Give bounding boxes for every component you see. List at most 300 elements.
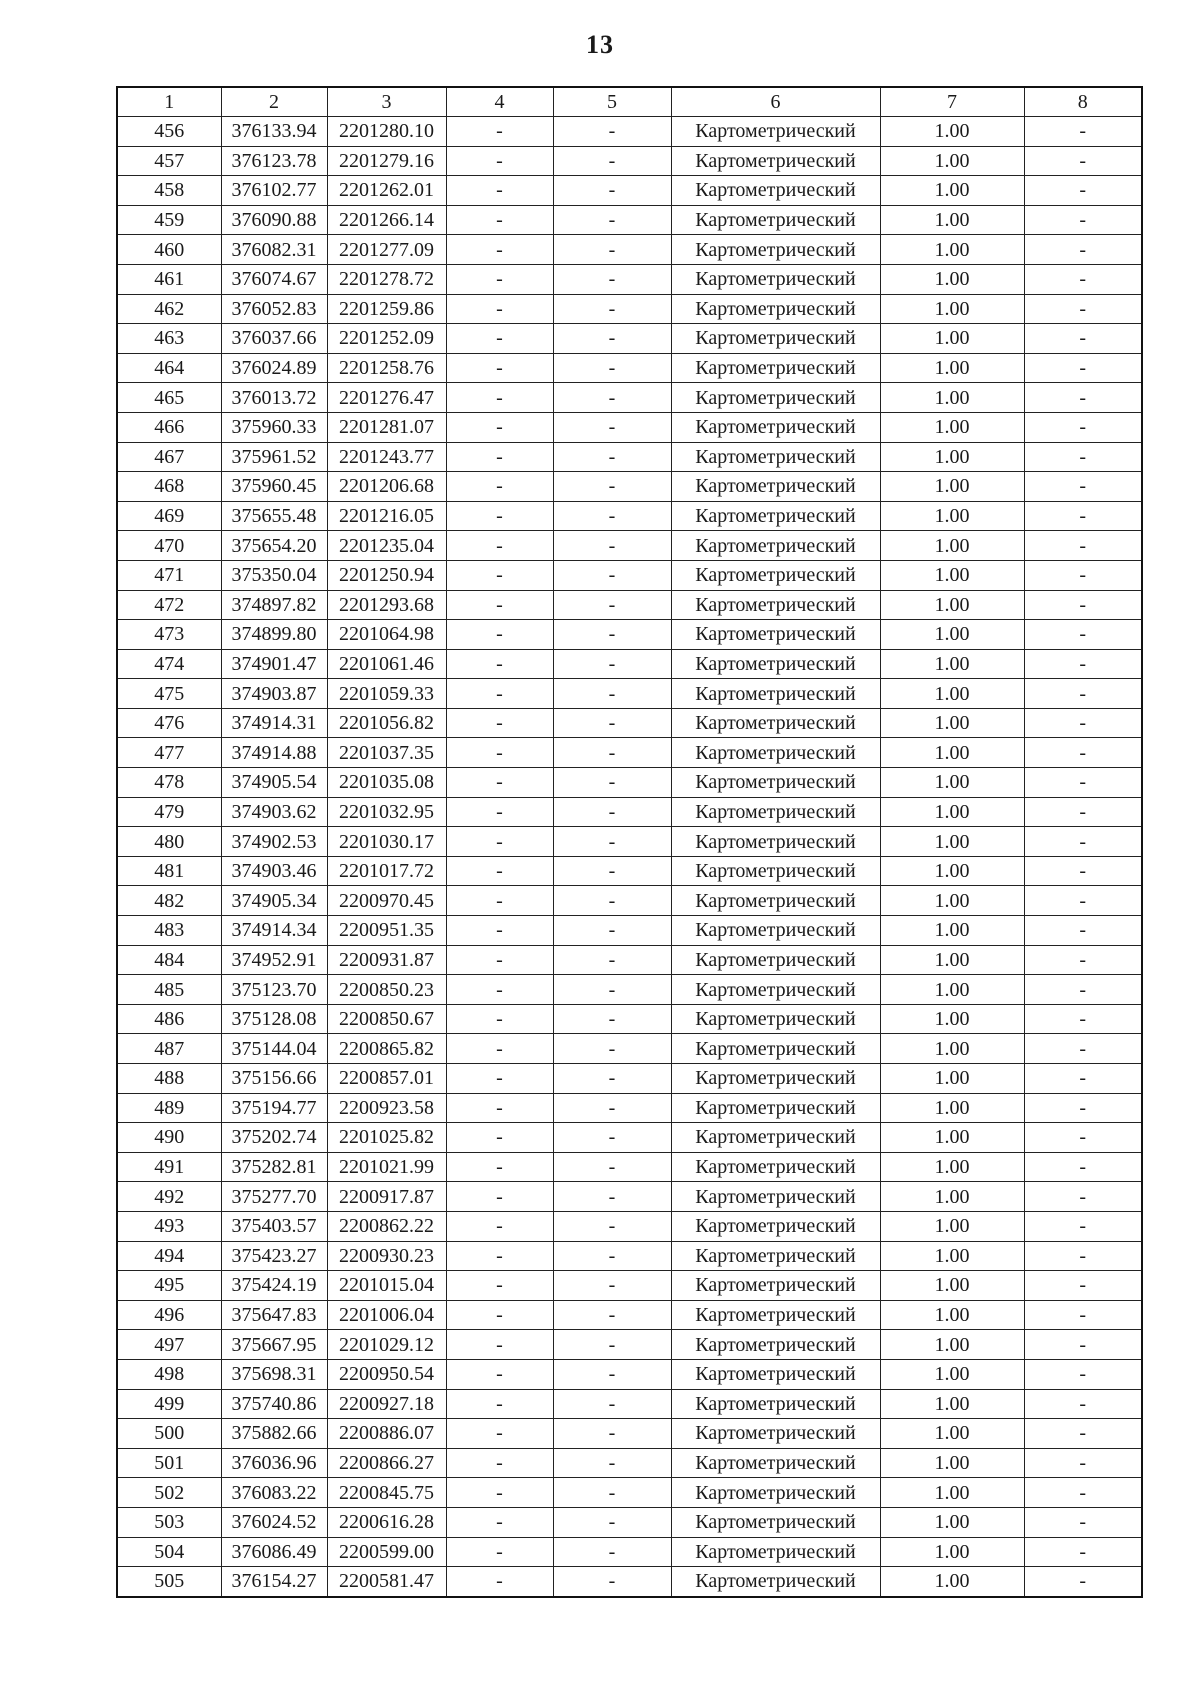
column-5-cell: - <box>553 176 671 206</box>
method-cell: Картометрический <box>671 1359 880 1389</box>
method-cell: Картометрический <box>671 1507 880 1537</box>
table-row <box>117 1300 1142 1330</box>
column-8-cell: - <box>1024 1567 1142 1597</box>
column-8-cell: - <box>1024 117 1142 147</box>
point-number-cell: 505 <box>117 1567 221 1597</box>
point-number-cell: 500 <box>117 1419 221 1449</box>
column-8-cell: - <box>1024 383 1142 413</box>
column-8-cell: - <box>1024 294 1142 324</box>
column-8-cell: - <box>1024 1478 1142 1508</box>
accuracy-cell: 1.00 <box>880 797 1024 827</box>
table-row <box>117 501 1142 531</box>
method-cell: Картометрический <box>671 117 880 147</box>
column-4-cell: - <box>446 205 553 235</box>
column-5-cell: - <box>553 590 671 620</box>
x-coordinate-cell: 376024.89 <box>221 353 327 383</box>
table-row <box>117 1478 1142 1508</box>
x-coordinate-cell: 376024.52 <box>221 1507 327 1537</box>
table-row <box>117 560 1142 590</box>
column-8-cell: - <box>1024 1330 1142 1360</box>
x-coordinate-cell: 374903.46 <box>221 856 327 886</box>
table-row <box>117 1537 1142 1567</box>
x-coordinate-cell: 376082.31 <box>221 235 327 265</box>
method-cell: Картометрический <box>671 945 880 975</box>
y-coordinate-cell: 2200616.28 <box>327 1507 446 1537</box>
accuracy-cell: 1.00 <box>880 1537 1024 1567</box>
accuracy-cell: 1.00 <box>880 235 1024 265</box>
point-number-cell: 480 <box>117 827 221 857</box>
column-5-cell: - <box>553 708 671 738</box>
column-5-cell: - <box>553 442 671 472</box>
column-5-cell: - <box>553 649 671 679</box>
table-row <box>117 1271 1142 1301</box>
method-cell: Картометрический <box>671 531 880 561</box>
accuracy-cell: 1.00 <box>880 679 1024 709</box>
table-row <box>117 264 1142 294</box>
table-row <box>117 738 1142 768</box>
x-coordinate-cell: 375698.31 <box>221 1359 327 1389</box>
column-4-cell: - <box>446 1389 553 1419</box>
point-number-cell: 504 <box>117 1537 221 1567</box>
x-coordinate-cell: 374902.53 <box>221 827 327 857</box>
x-coordinate-cell: 375960.45 <box>221 472 327 502</box>
accuracy-cell: 1.00 <box>880 264 1024 294</box>
point-number-cell: 473 <box>117 620 221 650</box>
x-coordinate-cell: 374914.31 <box>221 708 327 738</box>
method-cell: Картометрический <box>671 146 880 176</box>
point-number-cell: 493 <box>117 1211 221 1241</box>
column-5-cell: - <box>553 945 671 975</box>
y-coordinate-cell: 2201064.98 <box>327 620 446 650</box>
accuracy-cell: 1.00 <box>880 1093 1024 1123</box>
column-5-cell: - <box>553 501 671 531</box>
column-5-cell: - <box>553 1419 671 1449</box>
method-cell: Картометрический <box>671 1300 880 1330</box>
method-cell: Картометрический <box>671 1004 880 1034</box>
column-8-cell: - <box>1024 738 1142 768</box>
column-5-cell: - <box>553 1241 671 1271</box>
point-number-cell: 486 <box>117 1004 221 1034</box>
method-cell: Картометрический <box>671 1123 880 1153</box>
accuracy-cell: 1.00 <box>880 205 1024 235</box>
column-8-cell: - <box>1024 1300 1142 1330</box>
column-8-cell: - <box>1024 412 1142 442</box>
column-4-cell: - <box>446 797 553 827</box>
method-cell: Картометрический <box>671 620 880 650</box>
x-coordinate-cell: 374903.62 <box>221 797 327 827</box>
column-4-cell: - <box>446 531 553 561</box>
coordinates-table <box>116 86 1143 1598</box>
accuracy-cell: 1.00 <box>880 649 1024 679</box>
table-row <box>117 176 1142 206</box>
method-cell: Картометрический <box>671 501 880 531</box>
column-4-cell: - <box>446 1064 553 1094</box>
x-coordinate-cell: 375403.57 <box>221 1211 327 1241</box>
point-number-cell: 468 <box>117 472 221 502</box>
point-number-cell: 494 <box>117 1241 221 1271</box>
table-row <box>117 1448 1142 1478</box>
x-coordinate-cell: 375128.08 <box>221 1004 327 1034</box>
column-4-cell: - <box>446 560 553 590</box>
accuracy-cell: 1.00 <box>880 176 1024 206</box>
y-coordinate-cell: 2201277.09 <box>327 235 446 265</box>
y-coordinate-cell: 2200850.23 <box>327 975 446 1005</box>
point-number-cell: 492 <box>117 1182 221 1212</box>
table-row <box>117 1064 1142 1094</box>
table-row <box>117 383 1142 413</box>
y-coordinate-cell: 2201006.04 <box>327 1300 446 1330</box>
column-4-cell: - <box>446 294 553 324</box>
method-cell: Картометрический <box>671 264 880 294</box>
y-coordinate-cell: 2200862.22 <box>327 1211 446 1241</box>
point-number-cell: 498 <box>117 1359 221 1389</box>
method-cell: Картометрический <box>671 827 880 857</box>
x-coordinate-cell: 374905.34 <box>221 886 327 916</box>
accuracy-cell: 1.00 <box>880 1064 1024 1094</box>
method-cell: Картометрический <box>671 176 880 206</box>
column-4-cell: - <box>446 264 553 294</box>
column-8-cell: - <box>1024 1004 1142 1034</box>
x-coordinate-cell: 375961.52 <box>221 442 327 472</box>
table-row <box>117 797 1142 827</box>
column-4-cell: - <box>446 353 553 383</box>
y-coordinate-cell: 2200951.35 <box>327 916 446 946</box>
accuracy-cell: 1.00 <box>880 620 1024 650</box>
method-cell: Картометрический <box>671 412 880 442</box>
y-coordinate-cell: 2200599.00 <box>327 1537 446 1567</box>
column-8-cell: - <box>1024 176 1142 206</box>
y-coordinate-cell: 2200866.27 <box>327 1448 446 1478</box>
column-8-cell: - <box>1024 442 1142 472</box>
method-cell: Картометрический <box>671 1064 880 1094</box>
accuracy-cell: 1.00 <box>880 975 1024 1005</box>
y-coordinate-cell: 2201059.33 <box>327 679 446 709</box>
column-4-cell: - <box>446 738 553 768</box>
column-header-3: 3 <box>327 87 446 117</box>
x-coordinate-cell: 375202.74 <box>221 1123 327 1153</box>
column-4-cell: - <box>446 679 553 709</box>
table-row <box>117 1004 1142 1034</box>
point-number-cell: 471 <box>117 560 221 590</box>
method-cell: Картометрический <box>671 886 880 916</box>
column-5-cell: - <box>553 1152 671 1182</box>
column-5-cell: - <box>553 1330 671 1360</box>
x-coordinate-cell: 374901.47 <box>221 649 327 679</box>
column-header-4: 4 <box>446 87 553 117</box>
x-coordinate-cell: 376086.49 <box>221 1537 327 1567</box>
accuracy-cell: 1.00 <box>880 1478 1024 1508</box>
accuracy-cell: 1.00 <box>880 945 1024 975</box>
accuracy-cell: 1.00 <box>880 1359 1024 1389</box>
accuracy-cell: 1.00 <box>880 1271 1024 1301</box>
y-coordinate-cell: 2200857.01 <box>327 1064 446 1094</box>
column-8-cell: - <box>1024 1123 1142 1153</box>
x-coordinate-cell: 375156.66 <box>221 1064 327 1094</box>
table-row <box>117 1389 1142 1419</box>
column-4-cell: - <box>446 412 553 442</box>
column-5-cell: - <box>553 797 671 827</box>
column-4-cell: - <box>446 856 553 886</box>
table-row <box>117 531 1142 561</box>
table-row <box>117 945 1142 975</box>
method-cell: Картометрический <box>671 1211 880 1241</box>
column-4-cell: - <box>446 1152 553 1182</box>
y-coordinate-cell: 2201035.08 <box>327 768 446 798</box>
y-coordinate-cell: 2201216.05 <box>327 501 446 531</box>
method-cell: Картометрический <box>671 442 880 472</box>
accuracy-cell: 1.00 <box>880 353 1024 383</box>
x-coordinate-cell: 374903.87 <box>221 679 327 709</box>
column-4-cell: - <box>446 442 553 472</box>
column-4-cell: - <box>446 1300 553 1330</box>
x-coordinate-cell: 375882.66 <box>221 1419 327 1449</box>
y-coordinate-cell: 2201021.99 <box>327 1152 446 1182</box>
x-coordinate-cell: 375194.77 <box>221 1093 327 1123</box>
accuracy-cell: 1.00 <box>880 1241 1024 1271</box>
x-coordinate-cell: 375960.33 <box>221 412 327 442</box>
column-8-cell: - <box>1024 975 1142 1005</box>
table-row <box>117 1419 1142 1449</box>
column-4-cell: - <box>446 649 553 679</box>
column-5-cell: - <box>553 560 671 590</box>
point-number-cell: 456 <box>117 117 221 147</box>
point-number-cell: 485 <box>117 975 221 1005</box>
column-5-cell: - <box>553 1567 671 1597</box>
x-coordinate-cell: 376036.96 <box>221 1448 327 1478</box>
point-number-cell: 497 <box>117 1330 221 1360</box>
point-number-cell: 467 <box>117 442 221 472</box>
point-number-cell: 503 <box>117 1507 221 1537</box>
point-number-cell: 484 <box>117 945 221 975</box>
column-8-cell: - <box>1024 590 1142 620</box>
accuracy-cell: 1.00 <box>880 708 1024 738</box>
point-number-cell: 465 <box>117 383 221 413</box>
column-5-cell: - <box>553 1478 671 1508</box>
column-4-cell: - <box>446 1478 553 1508</box>
method-cell: Картометрический <box>671 353 880 383</box>
column-8-cell: - <box>1024 1419 1142 1449</box>
accuracy-cell: 1.00 <box>880 768 1024 798</box>
point-number-cell: 464 <box>117 353 221 383</box>
point-number-cell: 496 <box>117 1300 221 1330</box>
point-number-cell: 487 <box>117 1034 221 1064</box>
table-row <box>117 294 1142 324</box>
table-row <box>117 146 1142 176</box>
y-coordinate-cell: 2201235.04 <box>327 531 446 561</box>
column-8-cell: - <box>1024 916 1142 946</box>
column-8-cell: - <box>1024 146 1142 176</box>
column-4-cell: - <box>446 886 553 916</box>
column-5-cell: - <box>553 531 671 561</box>
column-8-cell: - <box>1024 472 1142 502</box>
accuracy-cell: 1.00 <box>880 1004 1024 1034</box>
y-coordinate-cell: 2201280.10 <box>327 117 446 147</box>
accuracy-cell: 1.00 <box>880 1182 1024 1212</box>
y-coordinate-cell: 2200927.18 <box>327 1389 446 1419</box>
method-cell: Картометрический <box>671 1330 880 1360</box>
column-5-cell: - <box>553 768 671 798</box>
method-cell: Картометрический <box>671 294 880 324</box>
method-cell: Картометрический <box>671 1241 880 1271</box>
table-header-row <box>117 87 1142 117</box>
accuracy-cell: 1.00 <box>880 738 1024 768</box>
x-coordinate-cell: 376037.66 <box>221 324 327 354</box>
table-row <box>117 235 1142 265</box>
column-5-cell: - <box>553 383 671 413</box>
column-5-cell: - <box>553 1537 671 1567</box>
y-coordinate-cell: 2201279.16 <box>327 146 446 176</box>
column-header-8: 8 <box>1024 87 1142 117</box>
table-row <box>117 412 1142 442</box>
table-row <box>117 708 1142 738</box>
column-8-cell: - <box>1024 1448 1142 1478</box>
y-coordinate-cell: 2201259.86 <box>327 294 446 324</box>
column-4-cell: - <box>446 383 553 413</box>
table-row <box>117 324 1142 354</box>
accuracy-cell: 1.00 <box>880 856 1024 886</box>
column-5-cell: - <box>553 1507 671 1537</box>
y-coordinate-cell: 2201243.77 <box>327 442 446 472</box>
x-coordinate-cell: 375424.19 <box>221 1271 327 1301</box>
x-coordinate-cell: 374897.82 <box>221 590 327 620</box>
table-row <box>117 975 1142 1005</box>
point-number-cell: 488 <box>117 1064 221 1094</box>
column-5-cell: - <box>553 294 671 324</box>
table-row <box>117 620 1142 650</box>
method-cell: Картометрический <box>671 560 880 590</box>
method-cell: Картометрический <box>671 1152 880 1182</box>
column-4-cell: - <box>446 501 553 531</box>
column-8-cell: - <box>1024 531 1142 561</box>
x-coordinate-cell: 376123.78 <box>221 146 327 176</box>
column-4-cell: - <box>446 827 553 857</box>
x-coordinate-cell: 375282.81 <box>221 1152 327 1182</box>
column-4-cell: - <box>446 1241 553 1271</box>
point-number-cell: 481 <box>117 856 221 886</box>
table-row <box>117 1567 1142 1597</box>
method-cell: Картометрический <box>671 1389 880 1419</box>
point-number-cell: 458 <box>117 176 221 206</box>
column-4-cell: - <box>446 324 553 354</box>
y-coordinate-cell: 2200865.82 <box>327 1034 446 1064</box>
table-row <box>117 1182 1142 1212</box>
y-coordinate-cell: 2200850.67 <box>327 1004 446 1034</box>
x-coordinate-cell: 375350.04 <box>221 560 327 590</box>
point-number-cell: 460 <box>117 235 221 265</box>
column-8-cell: - <box>1024 1064 1142 1094</box>
column-8-cell: - <box>1024 324 1142 354</box>
column-header-6: 6 <box>671 87 880 117</box>
column-5-cell: - <box>553 856 671 886</box>
point-number-cell: 491 <box>117 1152 221 1182</box>
column-5-cell: - <box>553 1182 671 1212</box>
column-8-cell: - <box>1024 205 1142 235</box>
point-number-cell: 472 <box>117 590 221 620</box>
column-8-cell: - <box>1024 856 1142 886</box>
y-coordinate-cell: 2201276.47 <box>327 383 446 413</box>
column-4-cell: - <box>446 708 553 738</box>
column-4-cell: - <box>446 1182 553 1212</box>
column-4-cell: - <box>446 1330 553 1360</box>
column-5-cell: - <box>553 235 671 265</box>
column-5-cell: - <box>553 1004 671 1034</box>
point-number-cell: 478 <box>117 768 221 798</box>
column-4-cell: - <box>446 1507 553 1537</box>
y-coordinate-cell: 2201015.04 <box>327 1271 446 1301</box>
table-row <box>117 1093 1142 1123</box>
x-coordinate-cell: 376154.27 <box>221 1567 327 1597</box>
method-cell: Картометрический <box>671 975 880 1005</box>
column-4-cell: - <box>446 1034 553 1064</box>
x-coordinate-cell: 376052.83 <box>221 294 327 324</box>
x-coordinate-cell: 375740.86 <box>221 1389 327 1419</box>
accuracy-cell: 1.00 <box>880 1034 1024 1064</box>
y-coordinate-cell: 2200923.58 <box>327 1093 446 1123</box>
column-header-7: 7 <box>880 87 1024 117</box>
column-4-cell: - <box>446 1093 553 1123</box>
table-row <box>117 442 1142 472</box>
accuracy-cell: 1.00 <box>880 1389 1024 1419</box>
method-cell: Картометрический <box>671 679 880 709</box>
y-coordinate-cell: 2201278.72 <box>327 264 446 294</box>
point-number-cell: 459 <box>117 205 221 235</box>
column-8-cell: - <box>1024 501 1142 531</box>
column-5-cell: - <box>553 1271 671 1301</box>
column-4-cell: - <box>446 1271 553 1301</box>
y-coordinate-cell: 2201025.82 <box>327 1123 446 1153</box>
point-number-cell: 470 <box>117 531 221 561</box>
method-cell: Картометрический <box>671 590 880 620</box>
table-row <box>117 117 1142 147</box>
x-coordinate-cell: 375647.83 <box>221 1300 327 1330</box>
column-header-5: 5 <box>553 87 671 117</box>
y-coordinate-cell: 2200950.54 <box>327 1359 446 1389</box>
method-cell: Картометрический <box>671 1419 880 1449</box>
table-row <box>117 1152 1142 1182</box>
column-4-cell: - <box>446 1419 553 1449</box>
x-coordinate-cell: 376133.94 <box>221 117 327 147</box>
point-number-cell: 490 <box>117 1123 221 1153</box>
x-coordinate-cell: 374914.34 <box>221 916 327 946</box>
method-cell: Картометрический <box>671 383 880 413</box>
y-coordinate-cell: 2200581.47 <box>327 1567 446 1597</box>
column-header-2: 2 <box>221 87 327 117</box>
point-number-cell: 501 <box>117 1448 221 1478</box>
column-5-cell: - <box>553 264 671 294</box>
column-8-cell: - <box>1024 560 1142 590</box>
accuracy-cell: 1.00 <box>880 1300 1024 1330</box>
point-number-cell: 469 <box>117 501 221 531</box>
y-coordinate-cell: 2201206.68 <box>327 472 446 502</box>
x-coordinate-cell: 375667.95 <box>221 1330 327 1360</box>
column-4-cell: - <box>446 117 553 147</box>
column-5-cell: - <box>553 1123 671 1153</box>
table-row <box>117 472 1142 502</box>
method-cell: Картометрический <box>671 856 880 886</box>
y-coordinate-cell: 2200931.87 <box>327 945 446 975</box>
x-coordinate-cell: 374952.91 <box>221 945 327 975</box>
column-4-cell: - <box>446 1359 553 1389</box>
column-5-cell: - <box>553 1093 671 1123</box>
y-coordinate-cell: 2201056.82 <box>327 708 446 738</box>
accuracy-cell: 1.00 <box>880 590 1024 620</box>
method-cell: Картометрический <box>671 797 880 827</box>
y-coordinate-cell: 2200970.45 <box>327 886 446 916</box>
column-8-cell: - <box>1024 1507 1142 1537</box>
column-5-cell: - <box>553 412 671 442</box>
table-row <box>117 886 1142 916</box>
table-row <box>117 590 1142 620</box>
